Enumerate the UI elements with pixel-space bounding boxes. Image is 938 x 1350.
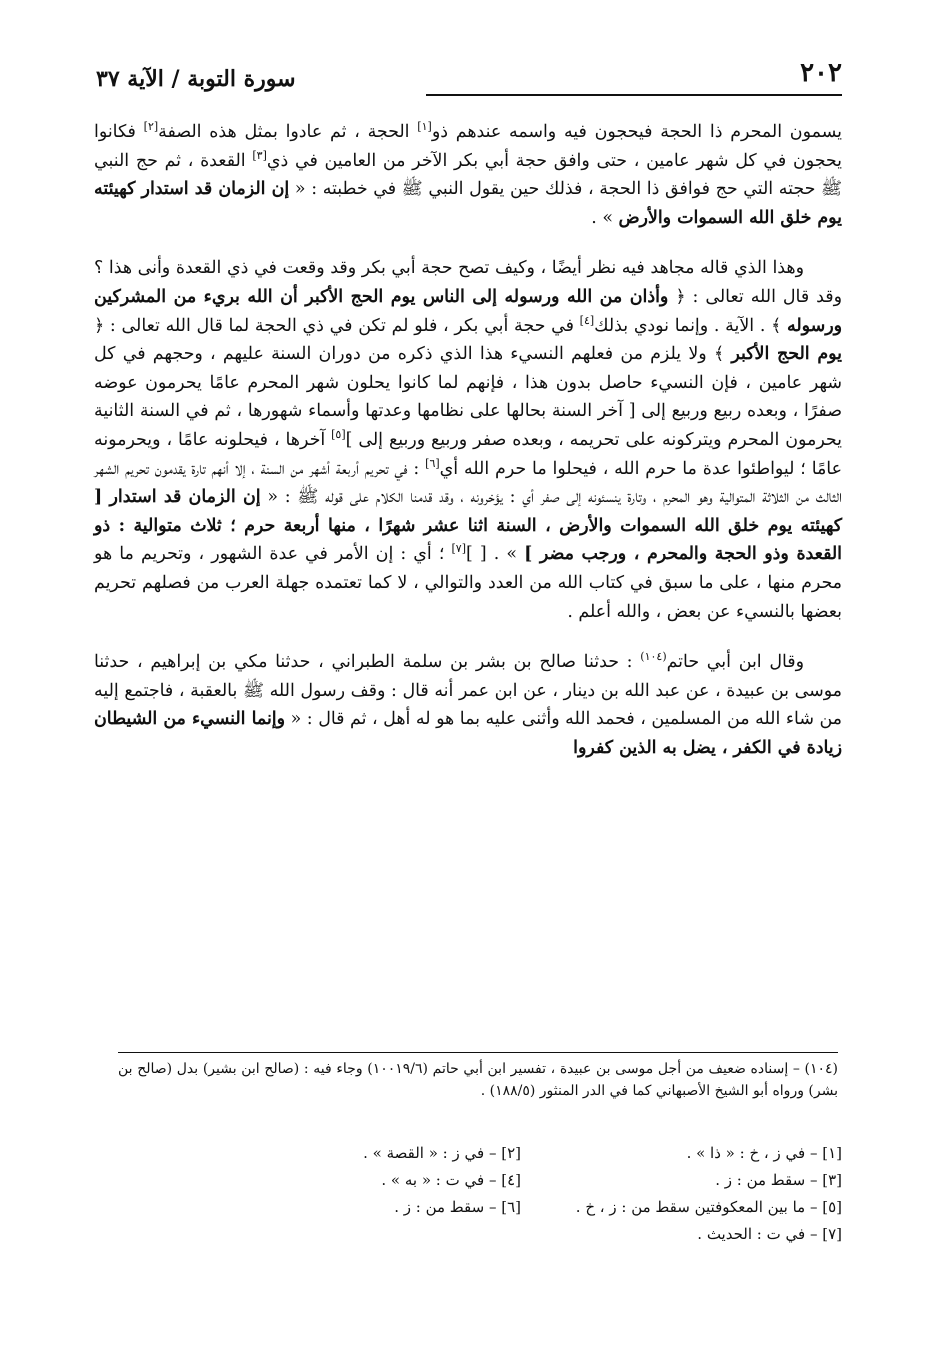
paragraph xyxy=(94,648,842,762)
quoted-text: يوم الحج الأكبر xyxy=(731,344,843,365)
text-run: وهذا الذي قاله مجاهد فيه نظر أيضًا ، وكيف تصح حجة أبي بكر وقد وقعت في ذي القعدة وأنى هذا ؟ وقد قال الله تعالى : ﴿ xyxy=(94,258,842,307)
footnote-row xyxy=(200,1167,842,1194)
text-run: فكانوا يحجون في كل شهر عامين ، حتى وافق حجة أبي بكر الآخر من العامين في ذي xyxy=(94,122,842,171)
quoted-text: وأذان من الله ورسوله إلى الناس يوم الحج الأكبر أن الله بريء من المشركين ورسوله xyxy=(94,286,842,336)
footnote-row xyxy=(200,1140,842,1167)
variant-footnotes xyxy=(200,1140,842,1248)
surah-title: سورة التوبة / الآية ٣٧ xyxy=(96,66,296,92)
footnote-item: [١] – في ز ، خ : « ذا » . xyxy=(686,1144,842,1162)
text-run: ؛ أي : إن الأمر في عدة الشهور ، وتحريم ما هو محرم منها ، على ما سبق في كتاب الله من العدد والتوالي ، لا كما تعتمده جهلة العرب من فصلهم تحريم بعضها بالنسيء عن بعض ، والله أعلم . xyxy=(94,544,842,622)
footnote-ref: (١٠٤) xyxy=(640,650,667,664)
paragraph xyxy=(94,254,842,626)
paragraph xyxy=(94,118,842,232)
quoted-text: إن الزمان قد استدار [ كهيئته يوم خلق الله السموات والأرض ، السنة اثنا عشر شهرًا ، منها أربعة حرم ؛ ثلاث متوالية : ذو القعدة وذو الحجة والمحرم ، ورجب مضر ] xyxy=(94,487,842,565)
header-rule xyxy=(426,94,842,96)
text-run: » . xyxy=(591,207,619,228)
footnote-ref: [٥] xyxy=(331,428,346,442)
text-run: : في تحريم أربعة أشهر من السنة ، إلا أنهم تارة يقدمون تحريم الشهر الثالث من الثلاثة المتوالية وهو المحرم ، وتارة ينسئونه إلى صفر أي : يؤخرونه ، وقد قدمنا الكلام على قوله ﷺ : « xyxy=(94,458,842,508)
footnote-ref: [٧] xyxy=(451,542,466,556)
footnote-ref: [٤] xyxy=(579,313,595,327)
main-text xyxy=(94,118,842,762)
page-number: ٢٠٢ xyxy=(800,58,842,88)
footnote-item: [٧] – في ت : الحديث . xyxy=(697,1225,842,1243)
text-run: » . [ ] xyxy=(465,544,525,565)
text-run: القعدة ، ثم حج النبي ﷺ حجته التي حج فوافق ذا الحجة ، فذلك حين يقول النبي ﷺ في خطبته : « xyxy=(94,150,842,200)
text-run: ﴾ . الآية . وإنما نودي بذلك xyxy=(594,315,788,336)
quoted-text: إن الزمان قد استدار كهيئته يوم خلق الله السموات والأرض xyxy=(94,179,842,228)
text-run: ﴾ ولا يلزم من فعلهم النسيء هذا الذي ذكره من دوران السنة عليهم ، وحجهم في كل شهر عامين ، فإن النسيء حاصل بدون هذا ، فإنهم لما كانوا يحلون شهر المحرم عامًا يحرمون عوضه صفرًا ، وبعده ربيع وربيع إلى [ آخر السنة بحالها على نظامها وعدتها وأسماء شهورها ، ثم في السنة الثانية يحرمون المحرم ويتركونه على تحريمه ، وبعده صفر وربيع وربيع إلى ] xyxy=(94,344,842,450)
text-run: يسمون المحرم ذا الحجة فيحجون فيه واسمه عندهم ذو xyxy=(431,122,842,142)
quoted-text: وإنما النسيء من الشيطان زيادة في الكفر ، يضل به الذين كفروا xyxy=(94,709,842,758)
text-run: الحجة ، ثم عادوا بمثل هذه الصفة xyxy=(158,122,418,142)
footnote-row xyxy=(200,1194,842,1221)
footnote-item: [٥] – ما بين المعكوفتين سقط من : ز ، خ . xyxy=(575,1198,842,1216)
footnote-ref: [١] xyxy=(417,120,432,134)
page-header xyxy=(96,58,842,98)
footnote-ref: [٢] xyxy=(143,120,159,134)
text-run: وقال ابن أبي حاتم xyxy=(666,652,804,673)
footnote-ref: [٣] xyxy=(252,148,267,162)
footnote-item: [٢] – في ز : « القصة » . xyxy=(363,1144,521,1162)
footnote-item: [٤] – في ت : « به » . xyxy=(381,1171,521,1189)
footnote-item xyxy=(200,1221,521,1248)
text-run: : حدثنا صالح بن بشر بن سلمة الطبراني ، حدثنا مكي بن إبراهيم ، حدثنا موسى بن عبيدة ، عن عبد الله بن دينار ، عن ابن عمر أنه قال : وقف رسول الله ﷺ بالعقبة ، فاجتمع إليه من شاء الله من المسلمين ، فحمد الله وأثنى عليه بما هو له أهل ، ثم قال : « xyxy=(94,652,842,730)
footnote-row xyxy=(200,1221,842,1248)
text-run: في حجة أبي بكر ، فلو لم تكن في ذي الحجة لما قال الله تعالى : ﴿ xyxy=(94,315,580,336)
text-run: آخرها ، فيحلونه عامًا ، ويحرمونه عامًا ؛ ليواطئوا عدة ما حرم الله ، فيحلوا ما حرم الله أي xyxy=(94,429,842,479)
tafsir-footnote: (١٠٤) – إسناده ضعيف من أجل موسى بن عبيدة ، تفسير ابن أبي حاتم (١٠٠١٩/٦) وجاء فيه : (صالح ابن بشير) بدل (صالح بن بشر) ورواه أبو الشيخ الأصبهاني كما في الدر المنثور (١٨٨/٥) . xyxy=(118,1058,838,1102)
footnote-item: [٦] – سقط من : ز . xyxy=(394,1198,521,1216)
footnote-ref: [٦] xyxy=(425,456,440,470)
footnote-item: [٣] – سقط من : ز . xyxy=(715,1171,842,1189)
